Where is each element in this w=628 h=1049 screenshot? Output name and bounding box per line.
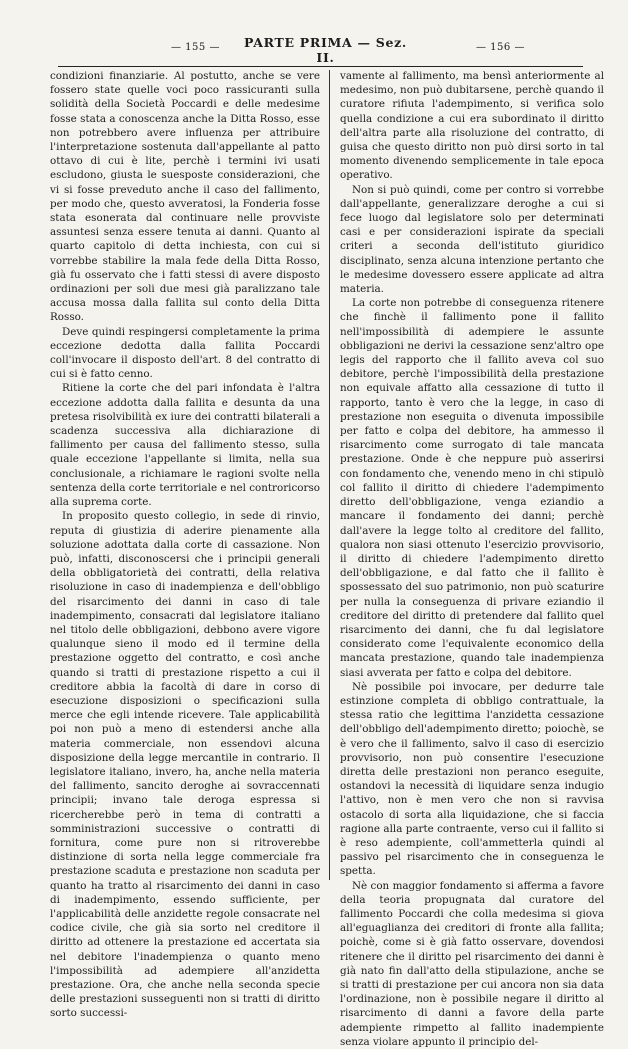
paragraph: Nè con maggior fondamento si afferma a favore della teoria propugnata dal curatore del fallimento Poccardi che colla medesima si giova all'eguaglianza dei creditori di fronte alla fallita; poichè, come si è già fatto osservare, dovendosi ritenere che il diritto pel risarcimento dei danni è già nato fin dall'atto della stipulazione, anche se si tratti di prestazione per cui ancora non sia data l'ordinazione, non è possibile negare il diritto al risarcimento di danni a favore della parte adempiente rimpetto al fallito inadempiente senza violare appunto il principio del-	[340, 879, 604, 1048]
paragraph: Non si può quindi, come per contro si vorrebbe dall'appellante, generalizzare deroghe a cui si fece luogo dal legislatore solo per determinati casi e per considerazioni ispirate da speciali criteri a seconda dell'istituto giuridico disciplinato, senza alcuna intenzione pertanto che le medesime dovessero essere applicate ad altra materia.	[340, 183, 604, 296]
paragraph: La corte non potrebbe di conseguenza ritenere che finchè il fallimento pone il fallito nell'impossibilità di adempiere le assunte obbligazioni ne derivi la cessazione senz'altro ope legis del rapporto che il fallito aveva col suo debitore, perchè l'impossibilità della prestazione non equivale affatto alla cessazione di tutto il rapporto, tanto è vero che la legge, in caso di prestazione non eseguita o divenuta impossibile per fatto e colpa del debitore, ha ammesso il risarcimento come surrogato di tale mancata prestazione. Onde è che neppure può asserirsi con fondamento che, venendo meno in chi stipulò col fallito il diritto di chiedere l'adempimento diretto dell'obbligazione, venga eziandio a mancare il fondamento dei danni; perchè dall'avere la legge tolto al creditore del fallito, qualora non siasi ottenuto l'esercizio provvisorio, il diritto di chiedere l'adempimento diretto dell'obbligazione, e dal fatto che il fallito è spossessato del suo patrimonio, non può scaturire per nulla la conseguenza di privare eziandio il creditore del diritto di pretendere dal fallito quel risarcimento dei danni, che fu dal legislatore considerato come l'equivalente economico della mancata prestazione, quando tale inadempienza siasi avverata per fatto e colpa del debitore.	[340, 297, 604, 679]
running-title: PARTE PRIMA — Sez. II.	[244, 35, 407, 65]
paragraph: Deve quindi respingersi completamente la prima eccezione dedotta dalla fallita Poccardi coll'invocare il disposto dell'art. 8 del contratto di cui si è fatto cenno.	[50, 325, 320, 381]
page-header	[58, 30, 578, 65]
header-rule	[58, 66, 583, 67]
right-page-number: — 156 —	[476, 42, 525, 53]
left-page-number: — 155 —	[171, 42, 220, 53]
paragraph: vamente al fallimento, ma bensì anteriormente al medesimo, non può dubitarsene, perchè quando il curatore rifiuta l'adempimento, si verifica solo quella condizione a cui era subordinato il diritto dell'altra parte alla risoluzione del contratto, di guisa che questo diritto non può dirsi sorto in tal momento divenendo semplicemente in tale epoca operativo.	[340, 70, 604, 182]
paragraph: condizioni finanziarie. Al postutto, anche se vere fossero state quelle voci poco rassicuranti sulla solidità della Società Poccardi e delle medesime fosse stata a conoscenza anche la Ditta Rosso, esse non potrebbero avere influenza per attribuire l'interpretazione sostenuta dall'appellante al patto ottavo di cui è lite, perchè i termini ivi usati escludono, giusta le suesposte considerazioni, che vi si fosse preveduto anche il caso del fallimento, per modo che, questo avveratosi, la Fonderia fosse stata esonerata dal continuare nelle provviste assuntesi senza essere tenuta ai danni. Quanto al quarto capitolo di detta inchiesta, con cui si vorrebbe stabilire la mala fede della Ditta Rosso, già fu osservato che i fatti stessi di avere disposto ordinazioni per soli due mesi già paralizzano tale accusa mossa dalla fallita sul conto della Ditta Rosso.	[50, 70, 320, 324]
left-column	[50, 69, 320, 1021]
column-divider	[329, 70, 330, 880]
paragraph: In proposito questo collegio, in sede di rinvio, reputa di giustizia di aderire pienamente alla soluzione adottata dalla corte di cassazione. Non può, infatti, disconoscersi che i principii generali della obbligatorietà dei contratti, della relativa risoluzione in caso di inadempienza e dell'obbligo del risarcimento dei danni in caso di tale inadempimento, consacrati dal legislatore italiano nel titolo delle obbligazioni, debbono avere vigore qualunque sieno il modo ed il termine della prestazione oggetto del contratto, e così anche quando si tratti di prestazione rispetto a cui il creditore abbia la facoltà di dare in corso di esecuzione disposizioni o specificazioni sulla merce che egli intende ricevere. Tale applicabilità poi non può a meno di estendersi anche alla materia commerciale, non essendovi alcuna disposizione della legge mercantile in contrario. Il legislatore italiano, invero, ha, anche nella materia del fallimento, sancito deroghe ai sovraccennati principii; invano tale deroga espressa si ricercherebbe però in tema di contratti a somministrazioni successive o contratti di fornitura, come pure non si ritroverebbe distinzione di sorta nella legge commerciale fra prestazione scaduta e prestazione non scaduta per quanto ha tratto al risarcimento dei danni in caso di inadempimento, essendo sufficiente, per l'applicabilità delle anzidette regole consacrate nel codice civile, che già sia sorto nel creditore il diritto ad ottenere la prestazione ed accertata sia nel debitore l'inadempienza o quanto meno l'impossibilità ad adempiere all'anzidetta prestazione. Ora, che anche nella seconda specie delle prestazioni susseguenti non si tratti di diritto sorto successi-	[50, 510, 320, 1020]
paragraph: Nè possibile poi invocare, per dedurre tale estinzione completa di obbligo contrattuale, la stessa ratio che legittima l'anzidetta cessazione dell'obbligo dell'adempimento diretto; poiochè, se è vero che il fallimento, salvo il caso di esercizio provvisorio, non può consentire l'esecuzione diretta delle prestazioni non peranco eseguite, ostandovi la necessità di liquidare senza indugio l'attivo, non è men vero che non si ravvisa ostacolo di sorta alla liquidazione, che si faccia ragione alla parte contraente, verso cui il fallito si è reso adempiente, coll'ammetterla quindi al passivo pel risarcimento che in conseguenza le spetta.	[340, 680, 604, 878]
paragraph: Ritiene la corte che del pari infondata è l'altra eccezione addotta dalla fallita e desunta da una pretesa risolvibilità ex iure dei contratti bilaterali a scadenza successiva alla dichiarazione di fallimento per causa del fallimento stesso, sulla quale eccezione l'appellante si limita, nella sua conclusionale, a richiamare le ragioni svolte nella sentenza della corte territoriale e nel controricorso alla suprema corte.	[50, 382, 320, 509]
right-column	[340, 69, 604, 1049]
